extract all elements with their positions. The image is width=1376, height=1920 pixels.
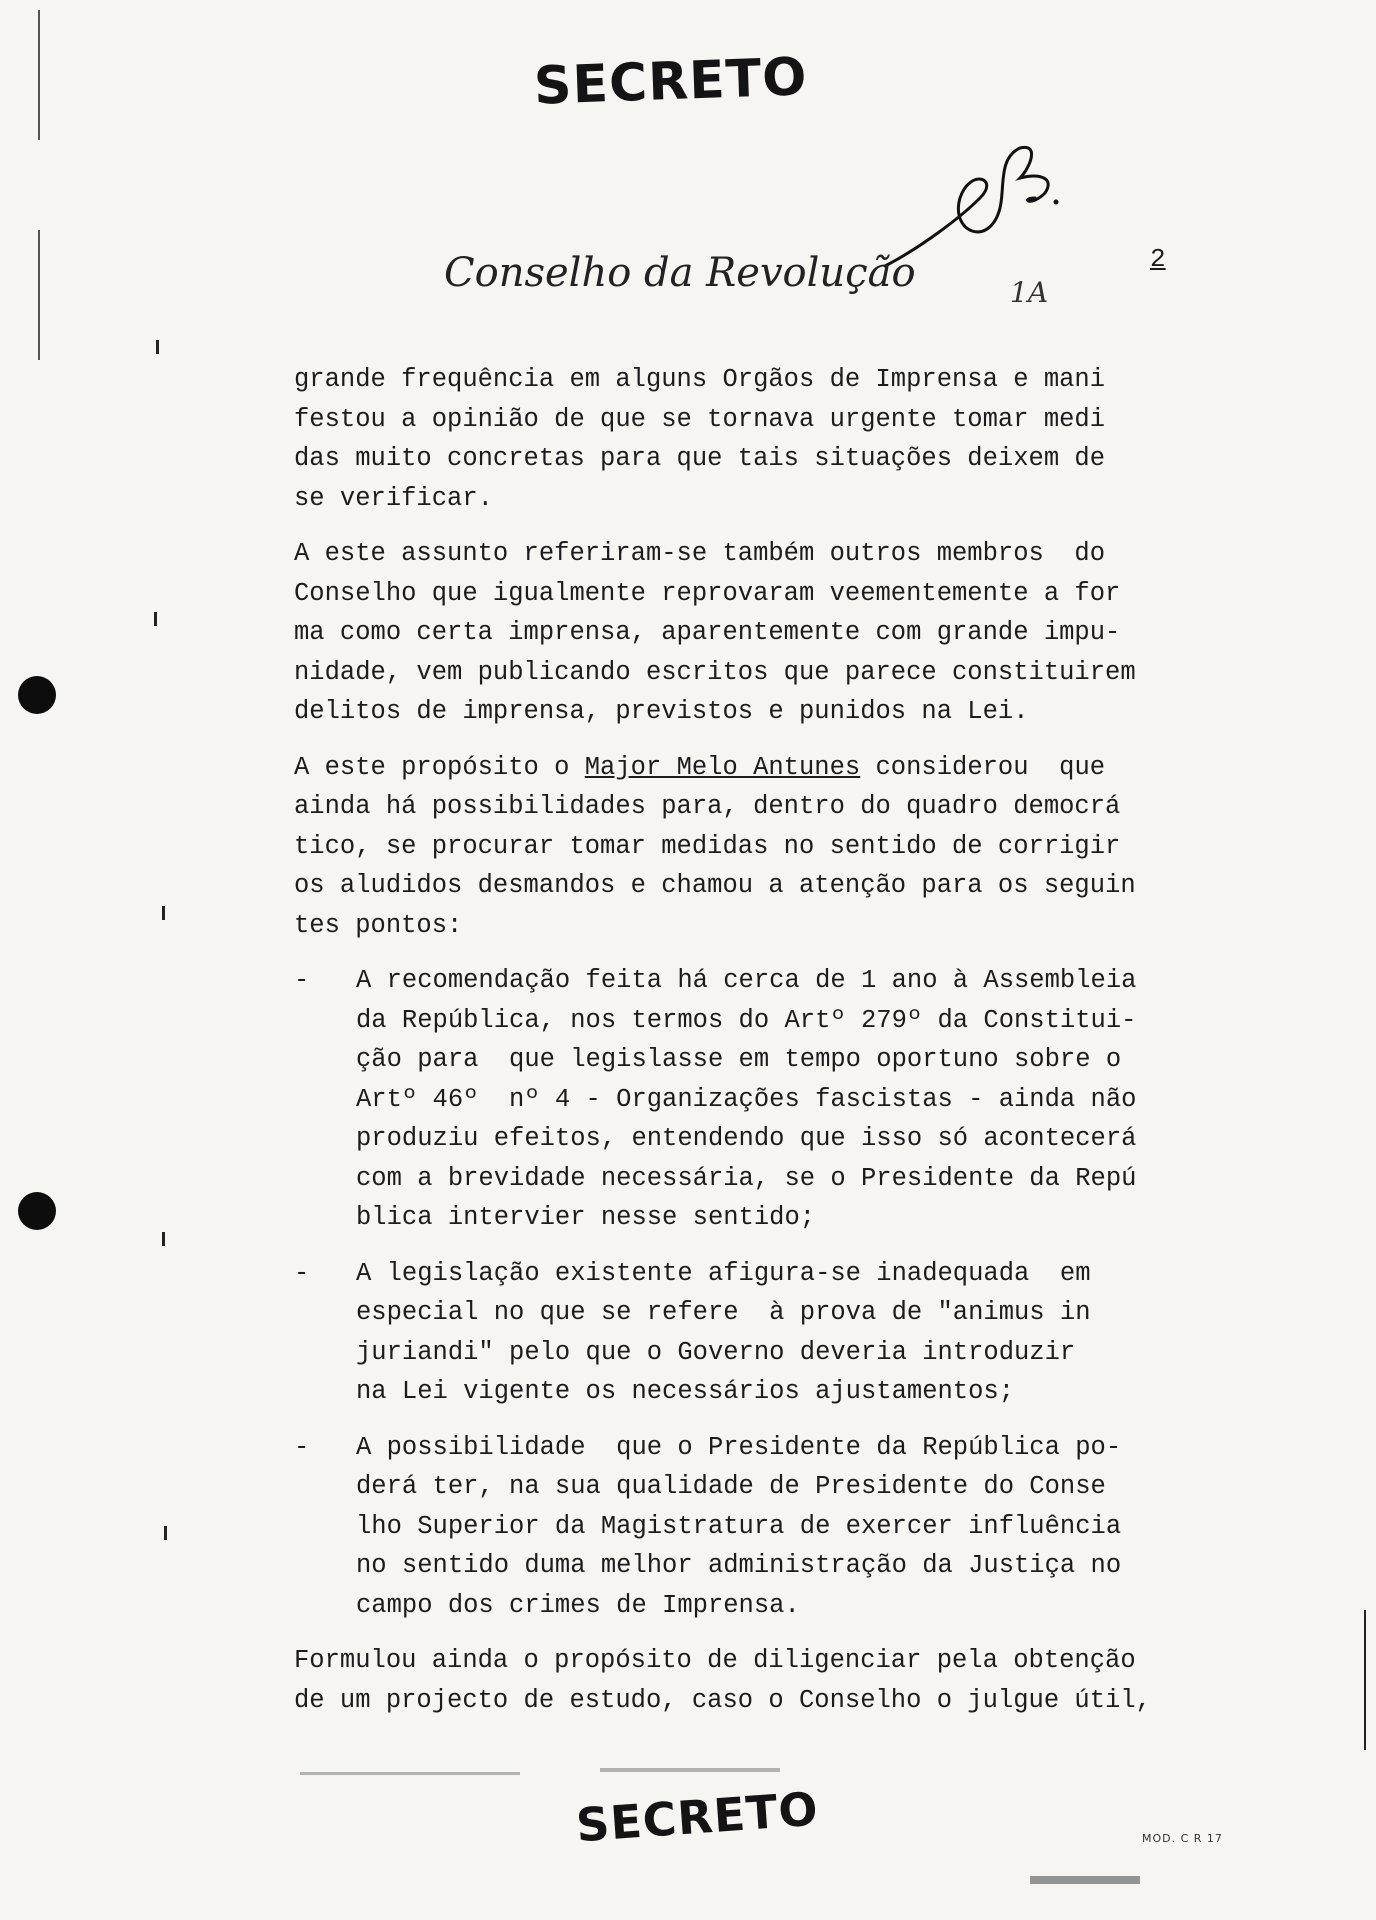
- text-line: nidade, vem publicando escritos que parece constituirem: [294, 657, 1136, 687]
- speaker-name: Major Melo Antunes: [584, 752, 861, 782]
- text-line: Artº 46º nº 4 - Organizações fascistas - ainda não: [356, 1084, 1137, 1114]
- text-line: os aludidos desmandos e chamou a atenção para os seguin: [294, 871, 1136, 900]
- bullet-dash: -: [294, 1258, 310, 1288]
- margin-line: [38, 10, 40, 140]
- text-line: Conselho que igualmente reprovaram veementemente a for: [294, 578, 1121, 608]
- text-line: A recomendação feita há cerca de 1 ano à Assembleia: [356, 966, 1137, 995]
- margin-tick: [156, 340, 159, 354]
- text-line: lho Superior da Magistratura de exercer influência: [356, 1511, 1122, 1541]
- text-line: de um projecto de estudo, caso o Conselho o julgue útil,: [294, 1685, 1151, 1715]
- text-line: grande frequência em alguns Orgãos de Imprensa e mani: [294, 365, 1106, 394]
- text-line: festou a opinião de que se tornava urgente tomar medi: [294, 404, 1106, 434]
- initials: 1A: [1010, 276, 1049, 309]
- text-line: da República, nos termos do Artº 279º da Constitui-: [356, 1005, 1137, 1035]
- margin-tick: [162, 906, 165, 920]
- text-line: se verificar.: [294, 483, 493, 513]
- text-line: juriandi" pelo que o Governo deveria introduzir: [356, 1337, 1076, 1367]
- margin-tick: [1364, 1610, 1366, 1750]
- letterhead: Conselho da Revolução: [444, 250, 916, 296]
- text-line: tico, se procurar tomar medidas no sentido de corrigir: [294, 831, 1121, 861]
- text-line: delitos de imprensa, previstos e punidos na Lei.: [294, 697, 1029, 726]
- text-line: campo dos crimes de Imprensa.: [356, 1590, 800, 1620]
- punch-hole: [18, 1192, 56, 1230]
- scan-smudge: [300, 1772, 520, 1775]
- text-line: ção para que legislasse em tempo oportuno sobre o: [356, 1045, 1122, 1074]
- text-line: na Lei vigente os necessários ajustamentos;: [356, 1377, 1015, 1406]
- margin-tick: [154, 612, 157, 626]
- text-line: blica intervier nesse sentido;: [356, 1203, 816, 1232]
- text-line: A possibilidade que o Presidente da República po-: [356, 1432, 1122, 1462]
- text-line: produziu efeitos, entendendo que isso só acontecerá: [356, 1124, 1137, 1153]
- text-fragment: considerou que: [860, 752, 1106, 782]
- text-line: no sentido duma melhor administração da Justiça no: [356, 1551, 1122, 1580]
- margin-tick: [164, 1526, 167, 1540]
- paragraph: [294, 534, 1194, 732]
- classification-stamp-bottom: SECRETO: [574, 1781, 821, 1853]
- margin-line: [38, 230, 40, 360]
- text-line: [294, 748, 1194, 788]
- text-line: derá ter, na sua qualidade de Presidente do Conse: [356, 1472, 1106, 1501]
- page-number: 2: [1150, 244, 1166, 274]
- text-line: com a brevidade necessária, se o Presidente da Repú: [356, 1163, 1137, 1193]
- scan-smudge: [600, 1768, 780, 1772]
- text-line: A legislação existente afigura-se inadequada em: [356, 1258, 1091, 1288]
- paragraph: [294, 1641, 1194, 1720]
- scan-smudge: [1030, 1876, 1140, 1884]
- document-body: [294, 360, 1194, 1736]
- margin-tick: [162, 1232, 165, 1246]
- text-line: A este assunto referiram-se também outros membros do: [294, 539, 1106, 568]
- text-line: ma como certa imprensa, aparentemente com grande impu-: [294, 618, 1121, 647]
- form-code: MOD. C R 17: [1142, 1832, 1223, 1845]
- punch-hole: [18, 676, 56, 714]
- paragraph: [294, 748, 1194, 946]
- text-fragment: A este propósito o: [294, 752, 585, 782]
- text-line: tes pontos:: [294, 910, 463, 940]
- text-line: ainda há possibilidades para, dentro do quadro democrá: [294, 792, 1121, 821]
- text-line: das muito concretas para que tais situações deixem de: [294, 444, 1106, 473]
- paragraph: [294, 360, 1194, 518]
- bullet-dash: -: [294, 1432, 310, 1462]
- bullet-dash: -: [294, 966, 310, 995]
- text-line: especial no que se refere à prova de "animus in: [356, 1298, 1091, 1327]
- bullet-item: [294, 961, 1194, 1238]
- text-line: Formulou ainda o propósito de diligenciar pela obtenção: [294, 1646, 1136, 1675]
- classification-stamp-top: SECRETO: [533, 47, 809, 117]
- bullet-item: [294, 1254, 1194, 1412]
- bullet-item: [294, 1428, 1194, 1626]
